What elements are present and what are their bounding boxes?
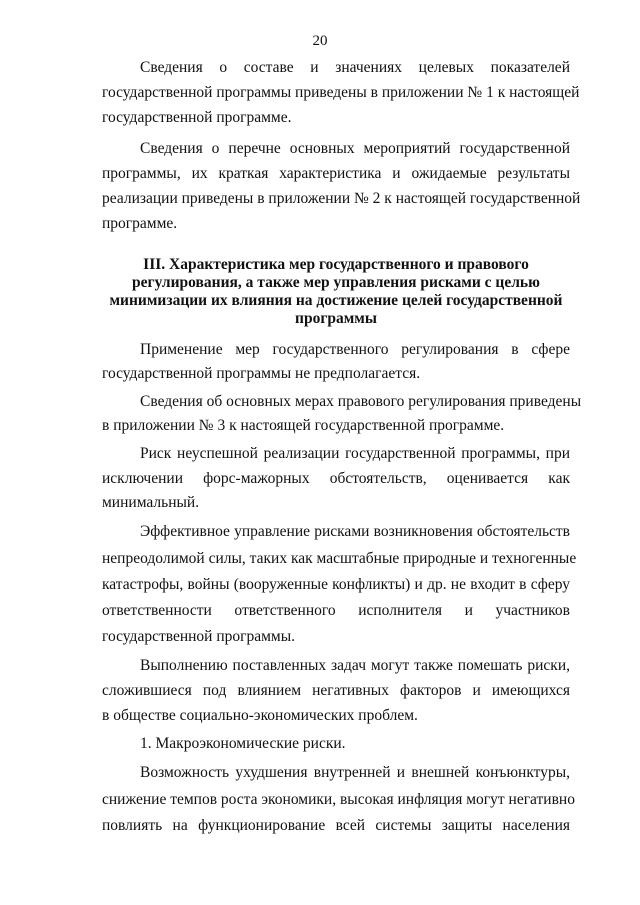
paragraph-line: снижение темпов роста экономики, высокая инфляция могут негативно: [102, 791, 575, 808]
paragraph-line: Сведения о перечне основных мероприятий государственной: [140, 140, 570, 157]
section-heading: [102, 256, 570, 328]
paragraph-line: Риск неуспешной реализации государственной программы, при: [140, 445, 570, 462]
heading-line: минимизации их влияния на достижение целей государственной: [109, 292, 563, 309]
paragraph-line: в обществе социально-экономических проблем.: [102, 707, 418, 724]
paragraph-line: повлиять на функционирование всей системы защиты населения: [102, 817, 570, 834]
paragraph-line: реализации приведены в приложении № 2 к настоящей государственной: [102, 190, 581, 207]
heading-line: III. Характеристика мер государственного и правового: [143, 256, 529, 273]
paragraph-line: сложившиеся под влиянием негативных факторов и имеющихся: [102, 682, 570, 699]
paragraph-line: программы, их краткая характеристика и ожидаемые результаты: [102, 165, 570, 182]
paragraph-line: в приложении № 3 к настоящей государственной программе.: [102, 417, 505, 434]
paragraph-line: государственной программы не предполагается.: [102, 365, 421, 382]
paragraph-line: 1. Макроэкономические риски.: [140, 735, 346, 752]
paragraph-line: программе.: [102, 215, 178, 232]
paragraph-line: Сведения об основных мерах правового регулирования приведены: [140, 393, 582, 410]
paragraph-line: государственной программе.: [102, 109, 292, 126]
paragraph-line: исключении форс-мажорных обстоятельств, оценивается как: [102, 470, 570, 487]
paragraph-line: Выполнению поставленных задач могут также помешать риски,: [140, 657, 570, 674]
paragraph-line: Сведения о составе и значениях целевых показателей: [140, 59, 570, 76]
heading-line: программы: [295, 310, 377, 327]
paragraph-line: ответственности ответственного исполнителя и участников: [102, 602, 570, 619]
paragraph-line: государственной программы.: [102, 628, 296, 645]
paragraph-line: непреодолимой силы, таких как масштабные природные и техногенные: [102, 550, 577, 567]
paragraph-line: катастрофы, войны (вооруженные конфликты) и др. не входит в сферу: [102, 576, 570, 593]
paragraph-line: государственной программы приведены в приложении № 1 к настоящей: [102, 84, 580, 101]
page-number: 20: [312, 33, 328, 49]
paragraph-line: минимальный.: [102, 494, 200, 511]
paragraph-line: Применение мер государственного регулирования в сфере: [140, 341, 570, 358]
paragraph-line: Эффективное управление рисками возникновения обстоятельств: [140, 523, 570, 540]
heading-line: регулирования, а также мер управления рисками с целью: [132, 274, 540, 291]
paragraph-line: Возможность ухудшения внутренней и внешней конъюнктуры,: [140, 764, 570, 781]
